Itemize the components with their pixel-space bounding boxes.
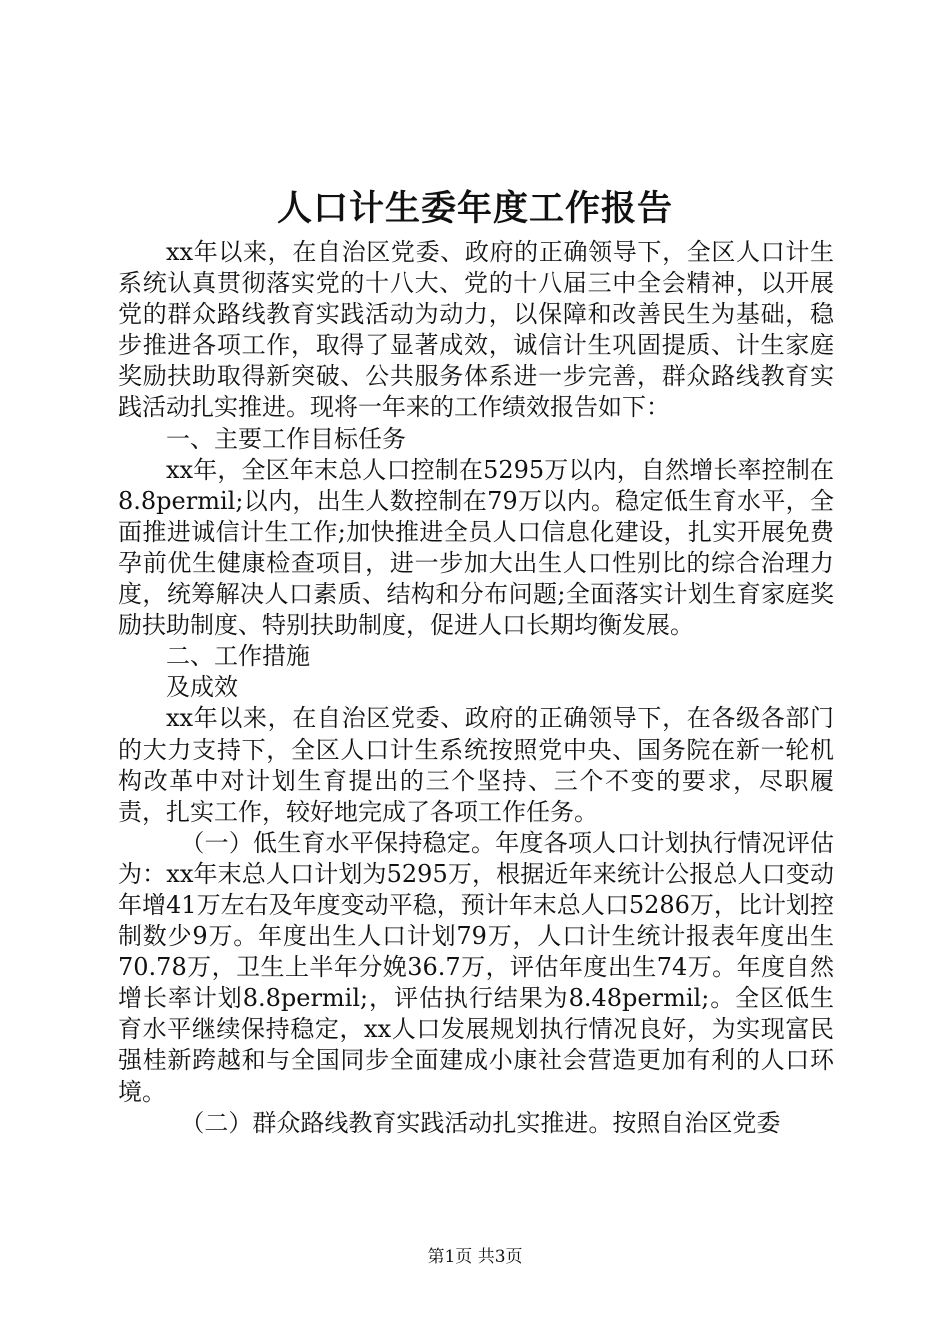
document-title: 人口计生委年度工作报告 [276, 188, 673, 229]
heading-main-targets: 一、主要工作目标任务 [166, 424, 406, 453]
paragraph-targets: xx年，全区年末总人口控制在5295万以内，自然增长率控制在8.8permil;以内，出生人数控制在79万以内。稳定低生育水平，全面推进诚信计生工作;加快推进全员人口信息化建设，扎实开展免费孕前优生健康检查项目，进一步加大出生人口性别比的综合治理力度，统筹解决人口素质、结构和分布问题;全面落实计划生育家庭奖励扶助制度、特别扶助制度，促进人口长期均衡发展。 [118, 455, 834, 640]
paragraph-section-two: （二）群众路线教育实践活动扎实推进。按照自治区党委 [180, 1108, 781, 1137]
page-number-footer: 第1页 共3页 [427, 1247, 523, 1267]
heading-measures-continued: 及成效 [166, 673, 238, 702]
paragraph-section-one: （一）低生育水平保持稳定。年度各项人口计划执行情况评估为：xx年末总人口计划为5295万，根据近年来统计公报总人口变动年增41万左右及年度变动平稳，预计年末总人口5286万，比计划控制数少9万。年度出生人口计划79万，人口计生统计报表年度出生70.78万，卫生上半年分娩36.7万，评估年度出生74万。年度自然增长率计划8.8permil;，评估执行结果为8.48permil;。全区低生育水平继续保持稳定，xx人口发展规划执行情况良好，为实现富民强桂新跨越和与全国同步全面建成小康社会营造更加有利的人口环境。 [118, 828, 834, 1106]
paragraph-measures: xx年以来，在自治区党委、政府的正确领导下，在各级各部门的大力支持下，全区人口计生系统按照党中央、国务院在新一轮机构改革中对计划生育提出的三个坚持、三个不变的要求，尽职履责，扎实工作，较好地完成了各项工作任务。 [118, 704, 834, 826]
heading-measures: 二、工作措施 [166, 642, 310, 671]
document-body [118, 237, 834, 1139]
paragraph-intro: xx年以来，在自治区党委、政府的正确领导下，全区人口计生系统认真贯彻落实党的十八大、党的十八届三中全会精神，以开展党的群众路线教育实践活动为动力，以保障和改善民生为基础，稳步推进各项工作，取得了显著成效，诚信计生巩固提质、计生家庭奖励扶助取得新突破、公共服务体系进一步完善，群众路线教育实践活动扎实推进。现将一年来的工作绩效报告如下： [118, 238, 834, 422]
